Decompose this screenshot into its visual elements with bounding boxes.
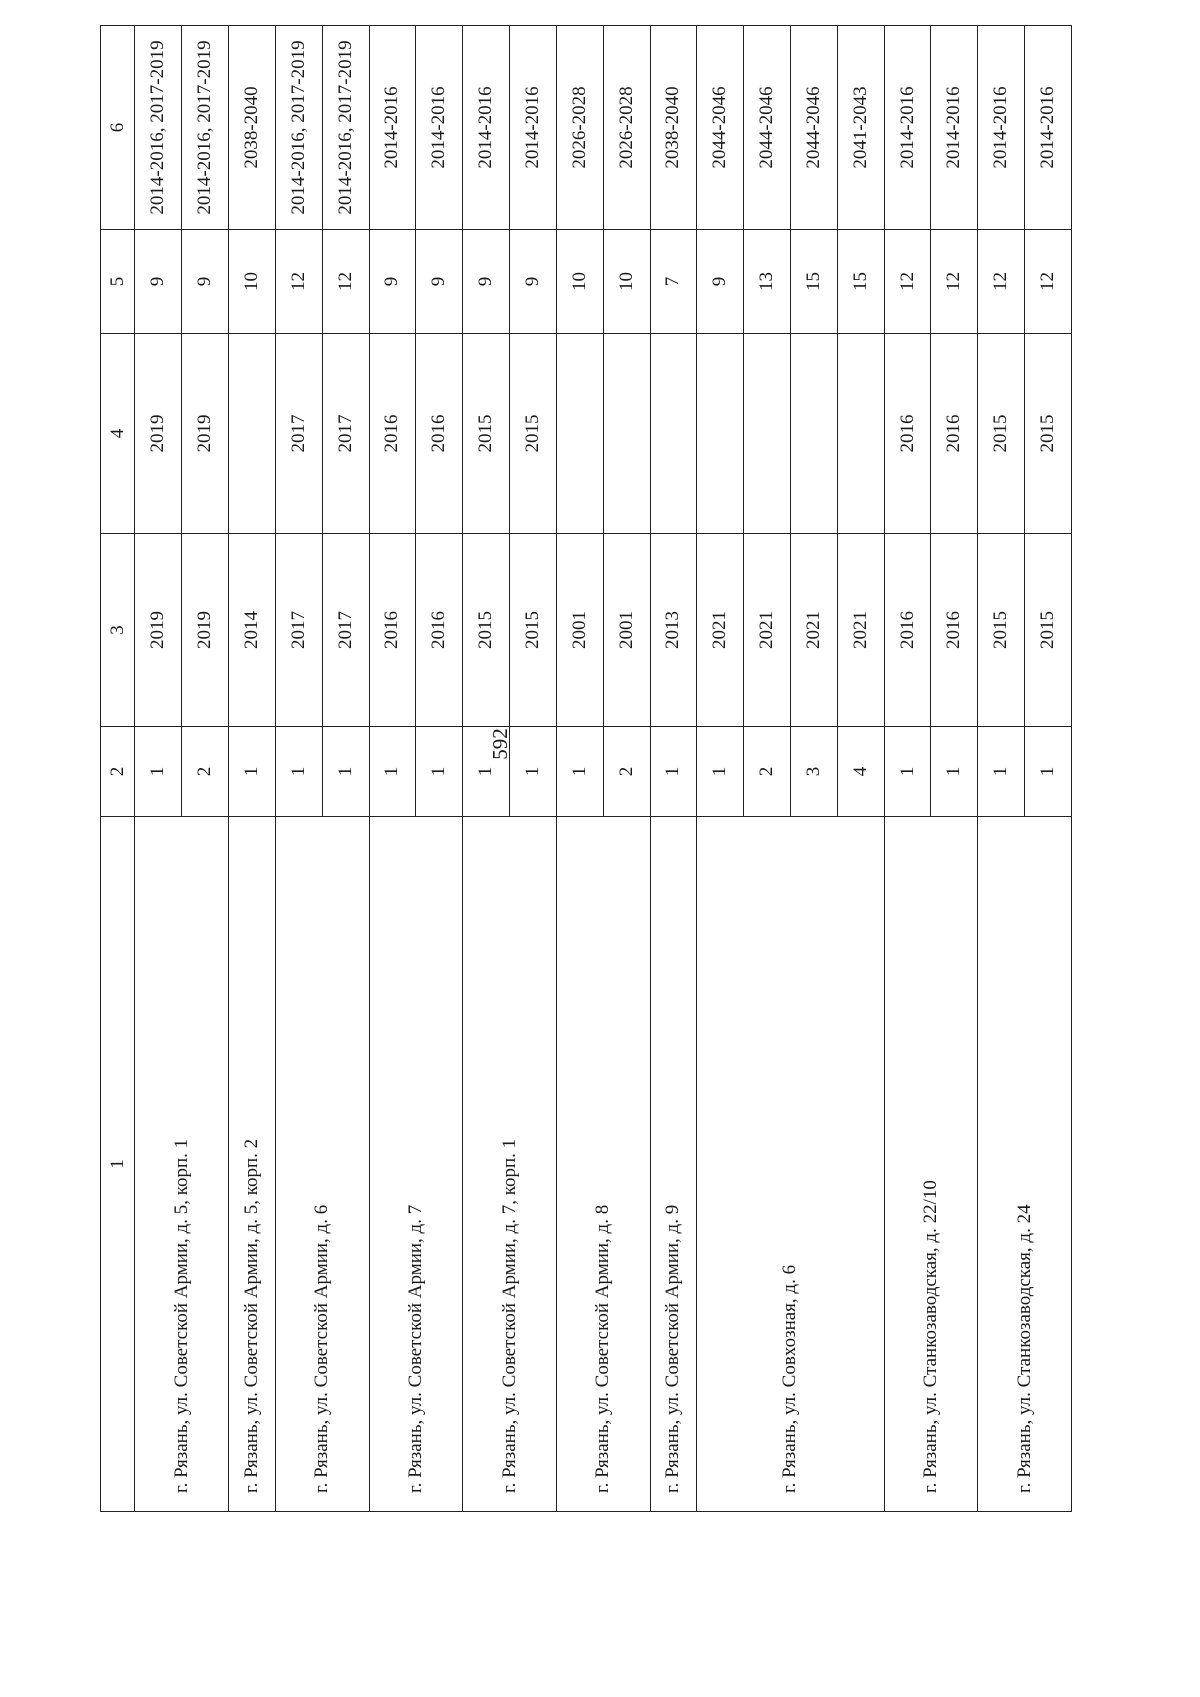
cell-col-5: 9 xyxy=(182,230,229,334)
cell-col-6: 2014-2016 xyxy=(978,26,1025,230)
cell-col-2: 2 xyxy=(744,727,791,817)
cell-col-6: 2041-2043 xyxy=(837,26,884,230)
table-row xyxy=(463,26,510,1512)
cell-col-4: 2015 xyxy=(463,334,510,534)
cell-col-5: 12 xyxy=(275,230,322,334)
cell-col-2: 1 xyxy=(978,727,1025,817)
cell-col-2: 1 xyxy=(416,727,463,817)
column-header: 3 xyxy=(101,534,135,727)
cell-col-6: 2038-2040 xyxy=(650,26,697,230)
cell-col-4 xyxy=(650,334,697,534)
cell-col-3: 2015 xyxy=(978,534,1025,727)
cell-col-2: 1 xyxy=(463,727,510,817)
cell-col-3: 2019 xyxy=(135,534,182,727)
cell-col-3: 2021 xyxy=(837,534,884,727)
cell-col-6: 2014-2016 xyxy=(884,26,931,230)
cell-col-2: 4 xyxy=(837,727,884,817)
cell-col-2: 2 xyxy=(603,727,650,817)
cell-col-5: 12 xyxy=(978,230,1025,334)
cell-col-6: 2026-2028 xyxy=(603,26,650,230)
cell-col-3: 2016 xyxy=(416,534,463,727)
cell-col-4 xyxy=(556,334,603,534)
cell-col-2: 1 xyxy=(510,727,557,817)
cell-col-5: 15 xyxy=(790,230,837,334)
table-header-row xyxy=(101,26,135,1512)
cell-col-5: 10 xyxy=(603,230,650,334)
cell-col-2: 1 xyxy=(369,727,416,817)
table-row xyxy=(229,26,276,1512)
cell-col-3: 2015 xyxy=(510,534,557,727)
data-table xyxy=(100,25,1072,1512)
column-header: 2 xyxy=(101,727,135,817)
address-cell: г. Рязань, ул. Советской Армии, д. 7 xyxy=(369,817,463,1512)
cell-col-6: 2014-2016 xyxy=(416,26,463,230)
cell-col-6: 2014-2016, 2017-2019 xyxy=(322,26,369,230)
cell-col-3: 2017 xyxy=(322,534,369,727)
cell-col-5: 15 xyxy=(837,230,884,334)
page-number: 592 xyxy=(488,728,512,760)
cell-col-6: 2014-2016 xyxy=(931,26,978,230)
address-cell: г. Рязань, ул. Советской Армии, д. 8 xyxy=(556,817,650,1512)
address-cell: г. Рязань, ул. Советской Армии, д. 9 xyxy=(650,817,697,1512)
column-header: 6 xyxy=(101,26,135,230)
cell-col-3: 2021 xyxy=(744,534,791,727)
cell-col-5: 13 xyxy=(744,230,791,334)
cell-col-2: 2 xyxy=(182,727,229,817)
table-container xyxy=(100,26,1072,1512)
cell-col-4: 2016 xyxy=(931,334,978,534)
cell-col-3: 2016 xyxy=(884,534,931,727)
cell-col-6: 2044-2046 xyxy=(790,26,837,230)
cell-col-3: 2001 xyxy=(603,534,650,727)
cell-col-4: 2019 xyxy=(182,334,229,534)
address-cell: г. Рязань, ул. Совхозная, д. 6 xyxy=(697,817,884,1512)
cell-col-6: 2014-2016, 2017-2019 xyxy=(275,26,322,230)
cell-col-4 xyxy=(697,334,744,534)
rotated-table-area xyxy=(100,26,1072,1512)
cell-col-6: 2014-2016, 2017-2019 xyxy=(135,26,182,230)
cell-col-4: 2016 xyxy=(416,334,463,534)
column-header: 4 xyxy=(101,334,135,534)
cell-col-3: 2015 xyxy=(1025,534,1072,727)
cell-col-5: 9 xyxy=(510,230,557,334)
cell-col-4: 2017 xyxy=(275,334,322,534)
cell-col-4: 2016 xyxy=(369,334,416,534)
cell-col-2: 1 xyxy=(931,727,978,817)
cell-col-5: 12 xyxy=(1025,230,1072,334)
address-cell: г. Рязань, ул. Советской Армии, д. 6 xyxy=(275,817,369,1512)
cell-col-6: 2038-2040 xyxy=(229,26,276,230)
cell-col-4 xyxy=(744,334,791,534)
cell-col-3: 2021 xyxy=(697,534,744,727)
table-row xyxy=(369,26,416,1512)
cell-col-4: 2015 xyxy=(510,334,557,534)
cell-col-6: 2026-2028 xyxy=(556,26,603,230)
column-header: 5 xyxy=(101,230,135,334)
table-row xyxy=(650,26,697,1512)
cell-col-5: 10 xyxy=(229,230,276,334)
cell-col-3: 2014 xyxy=(229,534,276,727)
cell-col-2: 1 xyxy=(1025,727,1072,817)
table-body xyxy=(101,26,1072,1512)
table-row xyxy=(135,26,182,1512)
cell-col-4 xyxy=(229,334,276,534)
cell-col-2: 1 xyxy=(322,727,369,817)
cell-col-6: 2014-2016, 2017-2019 xyxy=(182,26,229,230)
table-row xyxy=(884,26,931,1512)
cell-col-3: 2019 xyxy=(182,534,229,727)
cell-col-4: 2015 xyxy=(1025,334,1072,534)
table-row xyxy=(556,26,603,1512)
cell-col-5: 9 xyxy=(416,230,463,334)
cell-col-4: 2019 xyxy=(135,334,182,534)
cell-col-6: 2044-2046 xyxy=(744,26,791,230)
cell-col-2: 1 xyxy=(229,727,276,817)
cell-col-6: 2014-2016 xyxy=(510,26,557,230)
cell-col-5: 7 xyxy=(650,230,697,334)
address-cell: г. Рязань, ул. Советской Армии, д. 5, корп. 2 xyxy=(229,817,276,1512)
cell-col-5: 12 xyxy=(322,230,369,334)
cell-col-5: 9 xyxy=(369,230,416,334)
cell-col-5: 9 xyxy=(135,230,182,334)
address-cell: г. Рязань, ул. Советской Армии, д. 7, корп. 1 xyxy=(463,817,557,1512)
cell-col-4 xyxy=(837,334,884,534)
address-cell: г. Рязань, ул. Станкозаводская, д. 22/10 xyxy=(884,817,978,1512)
cell-col-5: 12 xyxy=(931,230,978,334)
cell-col-3: 2021 xyxy=(790,534,837,727)
cell-col-4 xyxy=(790,334,837,534)
cell-col-3: 2013 xyxy=(650,534,697,727)
cell-col-4: 2017 xyxy=(322,334,369,534)
cell-col-2: 1 xyxy=(884,727,931,817)
cell-col-3: 2001 xyxy=(556,534,603,727)
table-row xyxy=(275,26,322,1512)
cell-col-3: 2016 xyxy=(931,534,978,727)
table-row xyxy=(978,26,1025,1512)
cell-col-6: 2014-2016 xyxy=(369,26,416,230)
table-row xyxy=(697,26,744,1512)
cell-col-2: 1 xyxy=(650,727,697,817)
cell-col-4: 2015 xyxy=(978,334,1025,534)
cell-col-4 xyxy=(603,334,650,534)
cell-col-3: 2016 xyxy=(369,534,416,727)
address-cell: г. Рязань, ул. Советской Армии, д. 5, корп. 1 xyxy=(135,817,229,1512)
cell-col-2: 1 xyxy=(275,727,322,817)
cell-col-3: 2015 xyxy=(463,534,510,727)
address-cell: г. Рязань, ул. Станкозаводская, д. 24 xyxy=(978,817,1072,1512)
cell-col-5: 9 xyxy=(463,230,510,334)
cell-col-6: 2044-2046 xyxy=(697,26,744,230)
cell-col-2: 1 xyxy=(697,727,744,817)
cell-col-5: 9 xyxy=(697,230,744,334)
cell-col-2: 1 xyxy=(135,727,182,817)
cell-col-5: 12 xyxy=(884,230,931,334)
cell-col-6: 2014-2016 xyxy=(1025,26,1072,230)
cell-col-5: 10 xyxy=(556,230,603,334)
cell-col-2: 3 xyxy=(790,727,837,817)
cell-col-6: 2014-2016 xyxy=(463,26,510,230)
cell-col-4: 2016 xyxy=(884,334,931,534)
cell-col-2: 1 xyxy=(556,727,603,817)
column-header: 1 xyxy=(101,817,135,1512)
cell-col-3: 2017 xyxy=(275,534,322,727)
